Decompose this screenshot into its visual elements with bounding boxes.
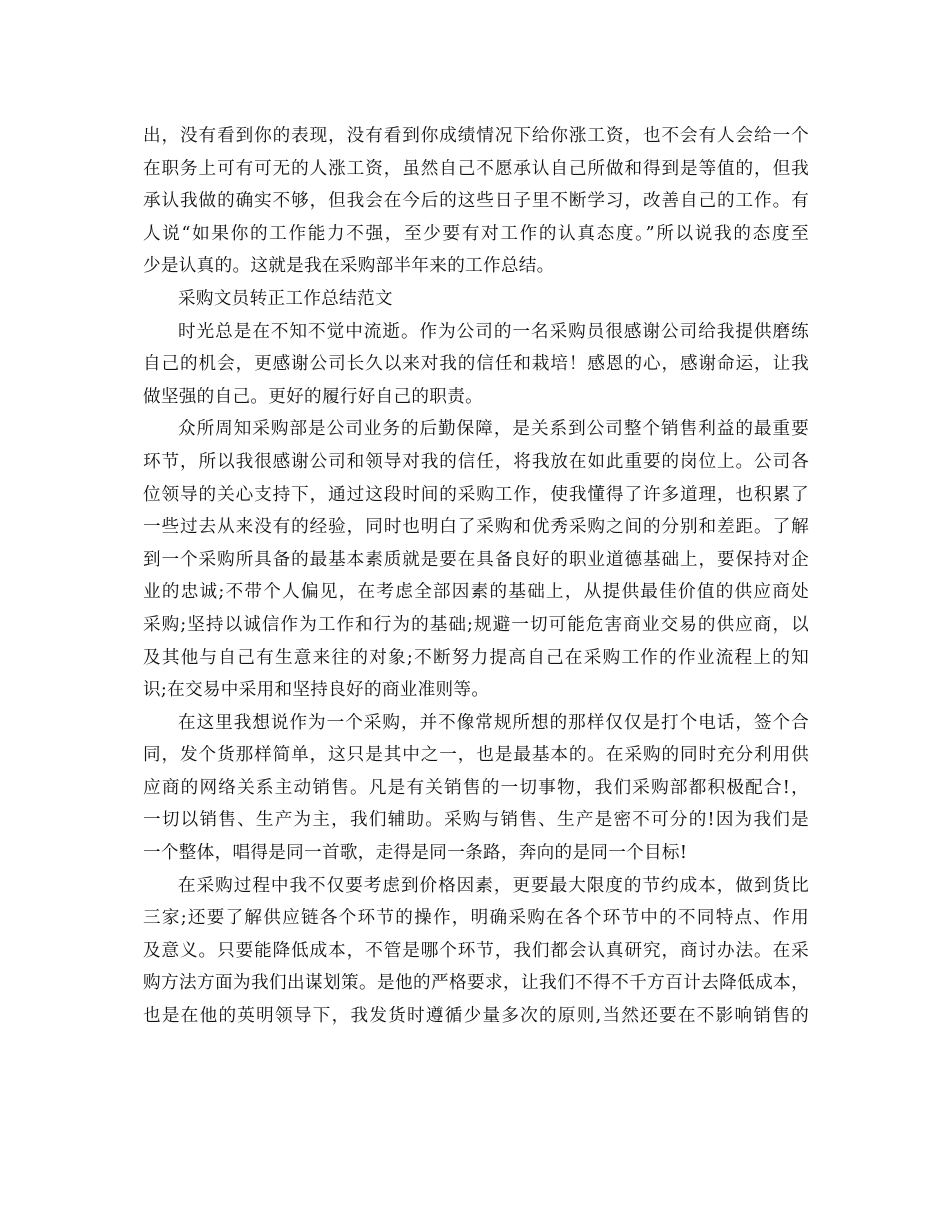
text-line: 及意义。只要能降低成本，不管是哪个环节，我们都会认真研究，商讨办法。在采: [143, 940, 809, 961]
text-line: 人说“如果你的工作能力不强，至少要有对工作的认真态度。”所以说我的态度至: [143, 223, 809, 244]
text-line: 在这里我想说作为一个采购，并不像常规所想的那样仅仅是打个电话，签个合: [178, 712, 809, 733]
text-line: 环节，所以我很感谢公司和领导对我的信任，将我放在如此重要的岗位上。公司各: [143, 451, 809, 472]
text-line: 一切以销售、生产为主，我们辅助。采购与销售、生产是密不可分的!因为我们是: [143, 810, 809, 831]
text-line: 出，没有看到你的表现，没有看到你成绩情况下给你涨工资，也不会有人会给一个: [143, 126, 809, 146]
text-line: 识;在交易中采用和坚持良好的商业准则等。: [143, 680, 490, 701]
text-line: 到一个采购所具备的最基本素质就是要在具备良好的职业道德基础上，要保持对企: [143, 549, 809, 570]
text-line: 承认我做的确实不够，但我会在今后的这些日子里不断学习，改善自己的工作。有: [143, 191, 809, 212]
text-line: 在采购过程中我不仅要考虑到价格因素，更要最大限度的节约成本，做到货比: [178, 875, 809, 896]
text-line: 购方法方面为我们出谋划策。是他的严格要求，让我们不得不千方百计去降低成本，: [143, 973, 809, 994]
text-line: 自己的机会，更感谢公司长久以来对我的信任和栽培！感恩的心，感谢命运，让我: [143, 354, 809, 375]
text-line: 业的忠诚;不带个人偏见，在考虑全部因素的基础上，从提供最佳价值的供应商处: [143, 582, 809, 603]
text-line: 一个整体，唱得是同一首歌，走得是同一条路，奔向的是同一个目标!: [143, 843, 688, 864]
text-line: 采购文员转正工作总结范文: [178, 288, 393, 309]
text-line: 时光总是在不知不觉中流逝。作为公司的一名采购员很感谢公司给我提供磨练: [178, 321, 809, 342]
text-line: 同，发个货那样简单，这只是其中之一，也是最基本的。在采购的同时充分利用供: [143, 745, 809, 766]
text-line: 应商的网络关系主动销售。凡是有关销售的一切事物，我们采购部都积极配合!，: [143, 777, 809, 798]
text-line: 众所周知采购部是公司业务的后勤保障，是关系到公司整个销售利益的最重要: [178, 419, 809, 440]
text-line: 一些过去从来没有的经验，同时也明白了采购和优秀采购之间的分别和差距。了解: [143, 517, 809, 538]
text-line: 也是在他的英明领导下，我发货时遵循少量多次的原则,当然还要在不影响销售的: [143, 1006, 809, 1027]
text-line: 做坚强的自己。更好的履行好自己的职责。: [143, 386, 483, 407]
document-page: [143, 120, 809, 1033]
text-line: 位领导的关心支持下，通过这段时间的采购工作，使我懂得了许多道理，也积累了: [143, 484, 809, 505]
text-line: 少是认真的。这就是我在采购部半年来的工作总结。: [143, 256, 555, 277]
text-line: 三家;还要了解供应链各个环节的操作，明确采购在各个环节中的不同特点、作用: [143, 908, 809, 929]
text-line: 采购;坚持以诚信作为工作和行为的基础;规避一切可能危害商业交易的供应商，以: [143, 614, 809, 635]
text-line: 及其他与自己有生意来往的对象;不断努力提高自己在采购工作的作业流程上的知: [143, 647, 809, 668]
text-line: 在职务上可有可无的人涨工资，虽然自己不愿承认自己所做和得到是等值的，但我: [143, 158, 809, 179]
